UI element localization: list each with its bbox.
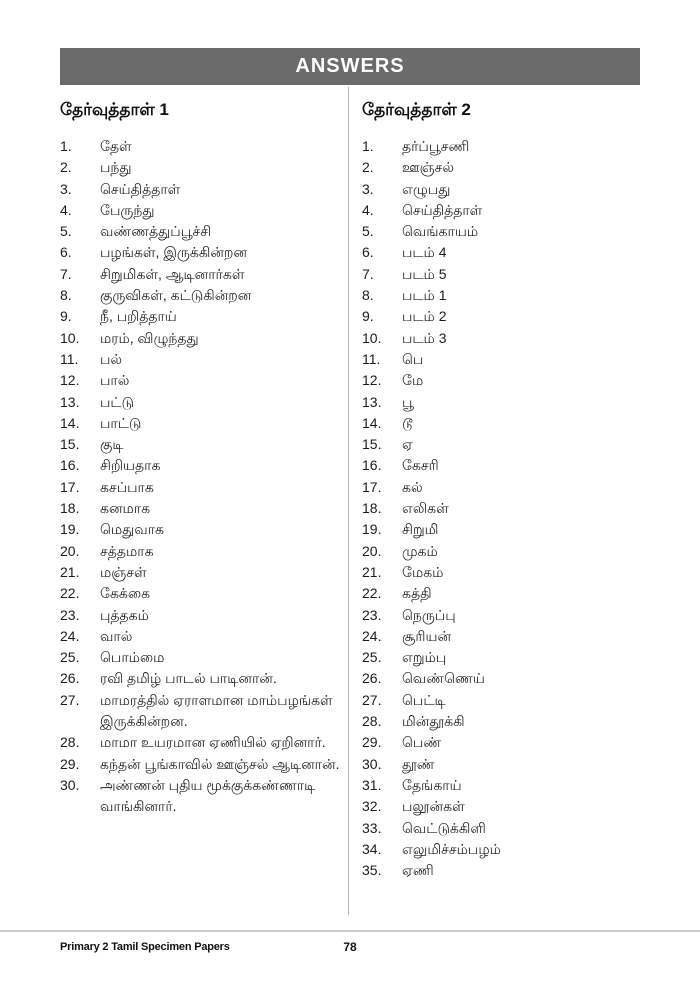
answer-text: சத்தமாக xyxy=(100,542,154,559)
answer-text: மின்தூக்கி xyxy=(402,713,465,730)
answer-number: 6. xyxy=(362,244,374,261)
answer-text: பேருந்து xyxy=(100,201,155,218)
answer-text: படம் 1 xyxy=(402,287,447,304)
answer-item xyxy=(362,455,642,476)
answer-text: கேக்கை xyxy=(100,585,151,602)
answer-text: எழுபது xyxy=(402,180,451,197)
answer-text: வெங்காயம் xyxy=(402,223,479,240)
answer-text: பாட்டு xyxy=(100,414,142,431)
answer-item xyxy=(362,179,642,200)
answer-number: 27. xyxy=(362,691,382,708)
answer-item xyxy=(362,157,642,178)
answer-text: ஊஞ்சல் xyxy=(402,159,455,176)
answer-item xyxy=(60,519,346,540)
answer-text: நெருப்பு xyxy=(402,606,456,623)
answer-item xyxy=(362,392,642,413)
answer-item xyxy=(60,605,346,626)
answer-number: 8. xyxy=(60,287,72,304)
answer-number: 13. xyxy=(362,393,382,410)
answer-item xyxy=(362,285,642,306)
answer-item xyxy=(362,668,642,689)
answer-text: படம் 4 xyxy=(402,244,447,261)
answer-text: சிறுமிகள், ஆடினார்கள் xyxy=(100,265,245,282)
answer-number: 13. xyxy=(60,393,80,410)
answer-item xyxy=(362,690,642,711)
answer-item xyxy=(362,434,642,455)
answer-item xyxy=(362,498,642,519)
answer-text: கல் xyxy=(402,478,423,495)
answer-number: 7. xyxy=(362,265,374,282)
answer-item xyxy=(362,328,642,349)
answer-text: பழங்கள், இருக்கின்றன xyxy=(100,244,248,261)
answer-item xyxy=(60,732,346,753)
answer-text: படம் 3 xyxy=(402,329,447,346)
answer-item xyxy=(60,221,346,242)
answer-item xyxy=(60,775,346,818)
answer-item xyxy=(60,285,346,306)
answer-text: செய்தித்தாள் xyxy=(100,180,181,197)
answer-item xyxy=(362,711,642,732)
answer-item xyxy=(362,583,642,604)
answer-item xyxy=(362,818,642,839)
answer-text: ஏ xyxy=(402,436,413,453)
answer-item xyxy=(362,242,642,263)
answer-text: படம் 5 xyxy=(402,265,447,282)
footer-book-title: Primary 2 Tamil Specimen Papers xyxy=(60,941,230,953)
answer-number: 14. xyxy=(362,414,382,431)
answer-text: பொம்மை xyxy=(100,649,165,666)
answer-item xyxy=(362,413,642,434)
answer-item xyxy=(60,264,346,285)
answer-number: 16. xyxy=(60,457,80,474)
answer-number: 15. xyxy=(60,436,80,453)
answer-number: 24. xyxy=(60,627,80,644)
answer-item xyxy=(60,179,346,200)
answer-list-1 xyxy=(60,136,346,818)
answer-text: பூ xyxy=(402,393,414,410)
answer-item xyxy=(362,136,642,157)
answer-number: 17. xyxy=(362,478,382,495)
answer-number: 20. xyxy=(362,542,382,559)
answer-item xyxy=(362,264,642,285)
answer-text: எறும்பு xyxy=(402,649,447,666)
answer-text: தேங்காய் xyxy=(402,776,462,793)
answer-item xyxy=(60,434,346,455)
answers-title: ANSWERS xyxy=(295,55,405,77)
answer-number: 21. xyxy=(60,563,80,580)
answer-number: 19. xyxy=(60,521,80,538)
answer-item xyxy=(60,690,346,733)
answer-number: 2. xyxy=(362,159,374,176)
answer-item xyxy=(362,796,642,817)
answer-text: கத்தி xyxy=(402,585,432,602)
answer-text: பெண் xyxy=(402,734,442,751)
answer-item xyxy=(60,349,346,370)
column-divider xyxy=(348,87,349,915)
answer-item xyxy=(362,754,642,775)
answer-text: எலுமிச்சம்பழம் xyxy=(402,840,501,857)
answer-number: 19. xyxy=(362,521,382,538)
answer-text: ஏணி xyxy=(402,862,434,879)
answer-item xyxy=(362,775,642,796)
answer-item xyxy=(60,647,346,668)
answer-number: 5. xyxy=(60,223,72,240)
answer-number: 18. xyxy=(60,500,80,517)
answer-number: 14. xyxy=(60,414,80,431)
answer-text: பெட்டி xyxy=(402,691,446,708)
answer-number: 26. xyxy=(60,670,80,687)
answer-text: புத்தகம் xyxy=(100,606,149,623)
answer-text: எலிகள் xyxy=(402,500,449,517)
answer-item xyxy=(362,562,642,583)
answer-number: 35. xyxy=(362,862,382,879)
answer-text: கேசரி xyxy=(402,457,439,474)
answer-number: 8. xyxy=(362,287,374,304)
answer-number: 33. xyxy=(362,819,382,836)
answer-number: 21. xyxy=(362,563,382,580)
answer-number: 10. xyxy=(60,329,80,346)
answer-text: கனமாக xyxy=(100,500,151,517)
answer-item xyxy=(362,370,642,391)
answer-text: வால் xyxy=(100,627,133,644)
answer-text: படம் 2 xyxy=(402,308,447,325)
answer-number: 28. xyxy=(60,734,80,751)
answer-text: முகம் xyxy=(402,542,438,559)
answer-list-2 xyxy=(362,136,642,881)
answer-text: ரவி தமிழ் பாடல் பாடினான். xyxy=(100,670,277,687)
answer-number: 1. xyxy=(362,138,374,154)
footer-rule xyxy=(0,930,700,932)
answer-number: 29. xyxy=(60,755,80,772)
answer-number: 25. xyxy=(362,649,382,666)
answer-number: 28. xyxy=(362,713,382,730)
answer-item xyxy=(60,370,346,391)
answer-number: 3. xyxy=(60,180,72,197)
answer-item xyxy=(362,605,642,626)
answer-item xyxy=(60,668,346,689)
answer-number: 30. xyxy=(60,776,80,793)
answer-text: மாமா உயரமான ஏணியில் ஏறினார். xyxy=(100,734,326,751)
answer-number: 29. xyxy=(362,734,382,751)
column-paper-1 xyxy=(60,100,346,818)
answer-item xyxy=(60,754,346,775)
answer-item xyxy=(60,583,346,604)
answer-number: 22. xyxy=(362,585,382,602)
answer-text: சூரியன் xyxy=(402,627,452,644)
answer-number: 10. xyxy=(362,329,382,346)
answer-text: பந்து xyxy=(100,159,132,176)
answer-item xyxy=(362,306,642,327)
answer-item xyxy=(362,860,642,881)
answer-text: டூ xyxy=(402,414,413,431)
answer-item xyxy=(362,647,642,668)
answer-text: பட்டு xyxy=(100,393,135,410)
answer-number: 31. xyxy=(362,776,382,793)
answer-item xyxy=(60,413,346,434)
answer-item xyxy=(60,626,346,647)
answer-number: 18. xyxy=(362,500,382,517)
answer-number: 34. xyxy=(362,840,382,857)
answer-number: 2. xyxy=(60,159,72,176)
answer-item xyxy=(60,136,346,157)
answer-text: தர்ப்பூசணி xyxy=(402,138,470,154)
answer-text: வண்ணத்துப்பூச்சி xyxy=(100,223,212,240)
answer-item xyxy=(60,562,346,583)
answer-text: பெ xyxy=(402,350,424,367)
answer-number: 4. xyxy=(362,201,374,218)
answer-text: மெதுவாக xyxy=(100,521,164,538)
answer-item xyxy=(362,732,642,753)
answer-item xyxy=(362,221,642,242)
answer-text: தேள் xyxy=(100,138,132,154)
answer-text: மஞ்சள் xyxy=(100,563,147,580)
answer-number: 11. xyxy=(362,350,381,367)
answer-text: தூண் xyxy=(402,755,435,772)
answer-text: குடி xyxy=(100,436,124,453)
answer-number: 23. xyxy=(362,606,382,623)
answer-number: 16. xyxy=(362,457,382,474)
answer-item xyxy=(60,541,346,562)
answer-number: 11. xyxy=(60,350,79,367)
answer-number: 1. xyxy=(60,138,72,154)
answer-item xyxy=(60,200,346,221)
answer-text: அண்ணன் புதிய மூக்குக்கண்ணாடி வாங்கினார். xyxy=(100,776,316,815)
answer-text: மே xyxy=(402,372,424,389)
answer-number: 12. xyxy=(60,372,80,389)
answer-number: 22. xyxy=(60,585,80,602)
column-paper-2 xyxy=(362,100,642,881)
answer-text: பல் xyxy=(100,350,123,367)
answer-number: 17. xyxy=(60,478,80,495)
answer-number: 9. xyxy=(362,308,374,325)
answer-item xyxy=(60,455,346,476)
answer-item xyxy=(60,306,346,327)
answer-item xyxy=(362,200,642,221)
answer-number: 20. xyxy=(60,542,80,559)
answer-item xyxy=(60,392,346,413)
answer-text: நீ, பறித்தாய் xyxy=(100,308,177,325)
answer-number: 25. xyxy=(60,649,80,666)
answer-number: 27. xyxy=(60,691,80,708)
answer-text: கந்தன் பூங்காவில் ஊஞ்சல் ஆடினான். xyxy=(100,755,340,772)
answer-item xyxy=(60,157,346,178)
answer-text: கசப்பாக xyxy=(100,478,154,495)
answer-number: 32. xyxy=(362,798,382,815)
answer-item xyxy=(362,477,642,498)
answer-number: 3. xyxy=(362,180,374,197)
answer-number: 6. xyxy=(60,244,72,261)
answer-number: 26. xyxy=(362,670,382,687)
answer-item xyxy=(60,328,346,349)
answer-item xyxy=(362,839,642,860)
answer-item xyxy=(362,541,642,562)
answer-number: 23. xyxy=(60,606,80,623)
answer-number: 5. xyxy=(362,223,374,240)
answer-item xyxy=(362,519,642,540)
answer-number: 15. xyxy=(362,436,382,453)
answer-text: வெண்ணெய் xyxy=(402,670,485,687)
answer-text: செய்தித்தாள் xyxy=(402,201,483,218)
answer-number: 30. xyxy=(362,755,382,772)
answer-number: 7. xyxy=(60,265,72,282)
answer-item xyxy=(362,626,642,647)
answer-text: வெட்டுக்கிளி xyxy=(402,819,486,836)
answer-item xyxy=(60,242,346,263)
answer-text: பலூன்கள் xyxy=(402,798,465,815)
answer-text: மேகம் xyxy=(402,563,444,580)
answer-item xyxy=(362,349,642,370)
answer-item xyxy=(60,498,346,519)
answer-text: மரம், விழுந்தது xyxy=(100,329,199,346)
column-2-title: தேர்வுத்தாள் 2 xyxy=(362,100,471,119)
answer-text: குருவிகள், கட்டுகின்றன xyxy=(100,287,252,304)
answer-number: 9. xyxy=(60,308,72,325)
column-1-title: தேர்வுத்தாள் 1 xyxy=(60,100,169,119)
answer-text: மாமரத்தில் ஏராளமான மாம்பழங்கள் இருக்கின்றன. xyxy=(100,691,333,730)
answer-number: 24. xyxy=(362,627,382,644)
answer-text: சிறுமி xyxy=(402,521,439,538)
answer-text: சிறியதாக xyxy=(100,457,161,474)
answers-header-bar xyxy=(60,48,640,85)
answer-item xyxy=(60,477,346,498)
answer-number: 4. xyxy=(60,201,72,218)
answer-text: பால் xyxy=(100,372,130,389)
footer-page-number: 78 xyxy=(343,940,357,954)
answer-number: 12. xyxy=(362,372,382,389)
